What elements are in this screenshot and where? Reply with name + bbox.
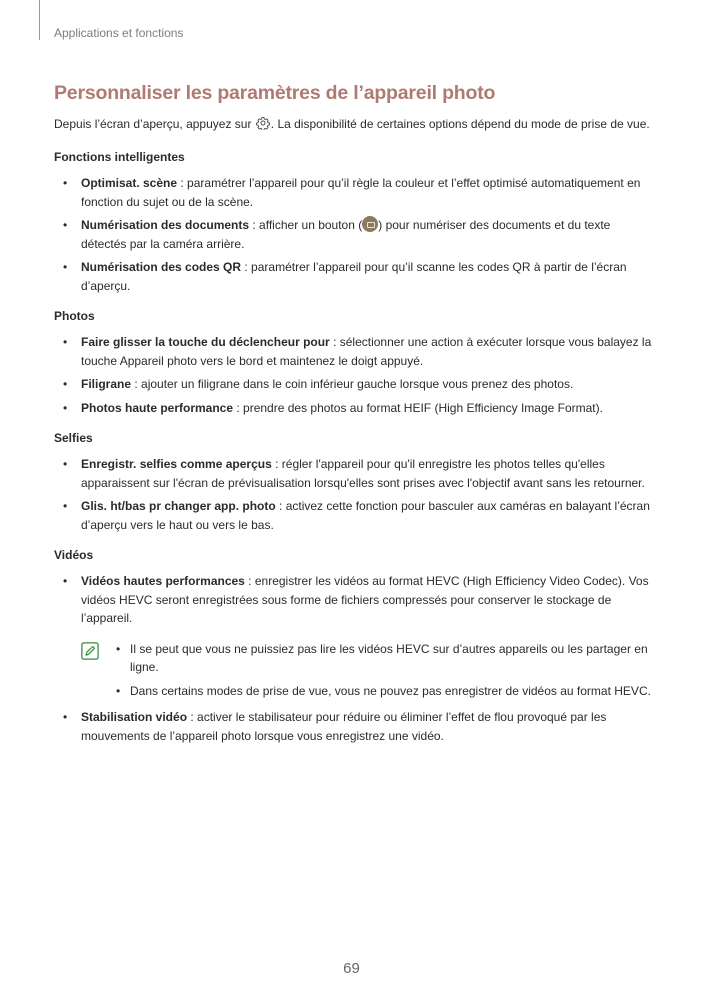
section-title-selfies: Selfies (54, 431, 93, 445)
list-item: • Faire glisser la touche du déclencheur pour : sélectionner une action à exécuter lorsque vous balayez la touche Appareil photo vers le bord et maintenez le doigt appuyé. (54, 333, 654, 370)
scan-button-icon (362, 216, 378, 232)
page-content (54, 82, 654, 757)
note-item: • Dans certains modes de prise de vue, vous ne pouvez pas enregistrer de vidéos au format HEVC. (111, 682, 654, 701)
section-title-smart: Fonctions intelligentes (54, 150, 185, 164)
note-icon (81, 642, 99, 660)
list-item: • Stabilisation vidéo : activer le stabilisateur pour réduire ou éliminer l’effet de flou provoqué par les mouvements de l’appareil photo lorsque vous enregistrez une vidéo. (54, 708, 654, 745)
page-number: 69 (343, 960, 360, 977)
section-title-videos: Vidéos (54, 548, 94, 562)
note-item: • Il se peut que vous ne puissiez pas lire les vidéos HEVC sur d’autres appareils ou les partager en ligne. (111, 640, 654, 677)
gear-icon (256, 116, 270, 130)
videos-list-continued (54, 708, 654, 745)
list-item: • Filigrane : ajouter un filigrane dans le coin inférieur gauche lorsque vous prenez des photos. (54, 375, 654, 394)
note-box (81, 640, 654, 701)
videos-list (54, 572, 654, 628)
intro-paragraph: Depuis l’écran d’aperçu, appuyez sur . La disponibilité de certaines options dépend du mode de prise de vue. (54, 117, 650, 131)
section-title-photos: Photos (54, 309, 95, 323)
page-title: Personnaliser les paramètres de l’appareil photo (54, 82, 496, 104)
running-header: Applications et fonctions (54, 26, 184, 40)
list-item: • Numérisation des codes QR : paramétrer l’appareil pour qu’il scanne les codes QR à partir de l’écran d’aperçu. (54, 258, 654, 295)
selfies-list (54, 455, 654, 534)
list-item: • Photos haute performance : prendre des photos au format HEIF (High Efficiency Image Format). (54, 399, 654, 418)
list-item: • Enregistr. selfies comme aperçus : régler l'appareil pour qu'il enregistre les photos telles qu'elles apparaissent sur l'écran de prévisualisation lorsqu'elles sont prises avec l'objectif avant sans les retourner. (54, 455, 654, 492)
header-rule (39, 0, 40, 40)
photos-list (54, 333, 654, 417)
list-item: • Vidéos hautes performances : enregistrer les vidéos au format HEVC (High Efficiency Video Codec). Vos vidéos HEVC seront enregistrées sous forme de fichiers compressés pour conserver le stockage de l’appareil. (54, 572, 654, 628)
list-item: • Glis. ht/bas pr changer app. photo : activez cette fonction pour basculer aux caméras en balayant l’écran d’aperçu vers le haut ou vers le bas. (54, 497, 654, 534)
list-item: • Numérisation des documents : afficher un bouton ( ) pour numériser des documents et du texte détectés par la caméra arrière. (54, 216, 654, 253)
smart-functions-list (54, 174, 654, 295)
list-item: • Optimisat. scène : paramétrer l’appareil pour qu’il règle la couleur et l’effet optimisé automatiquement en fonction du sujet ou de la scène. (54, 174, 654, 211)
